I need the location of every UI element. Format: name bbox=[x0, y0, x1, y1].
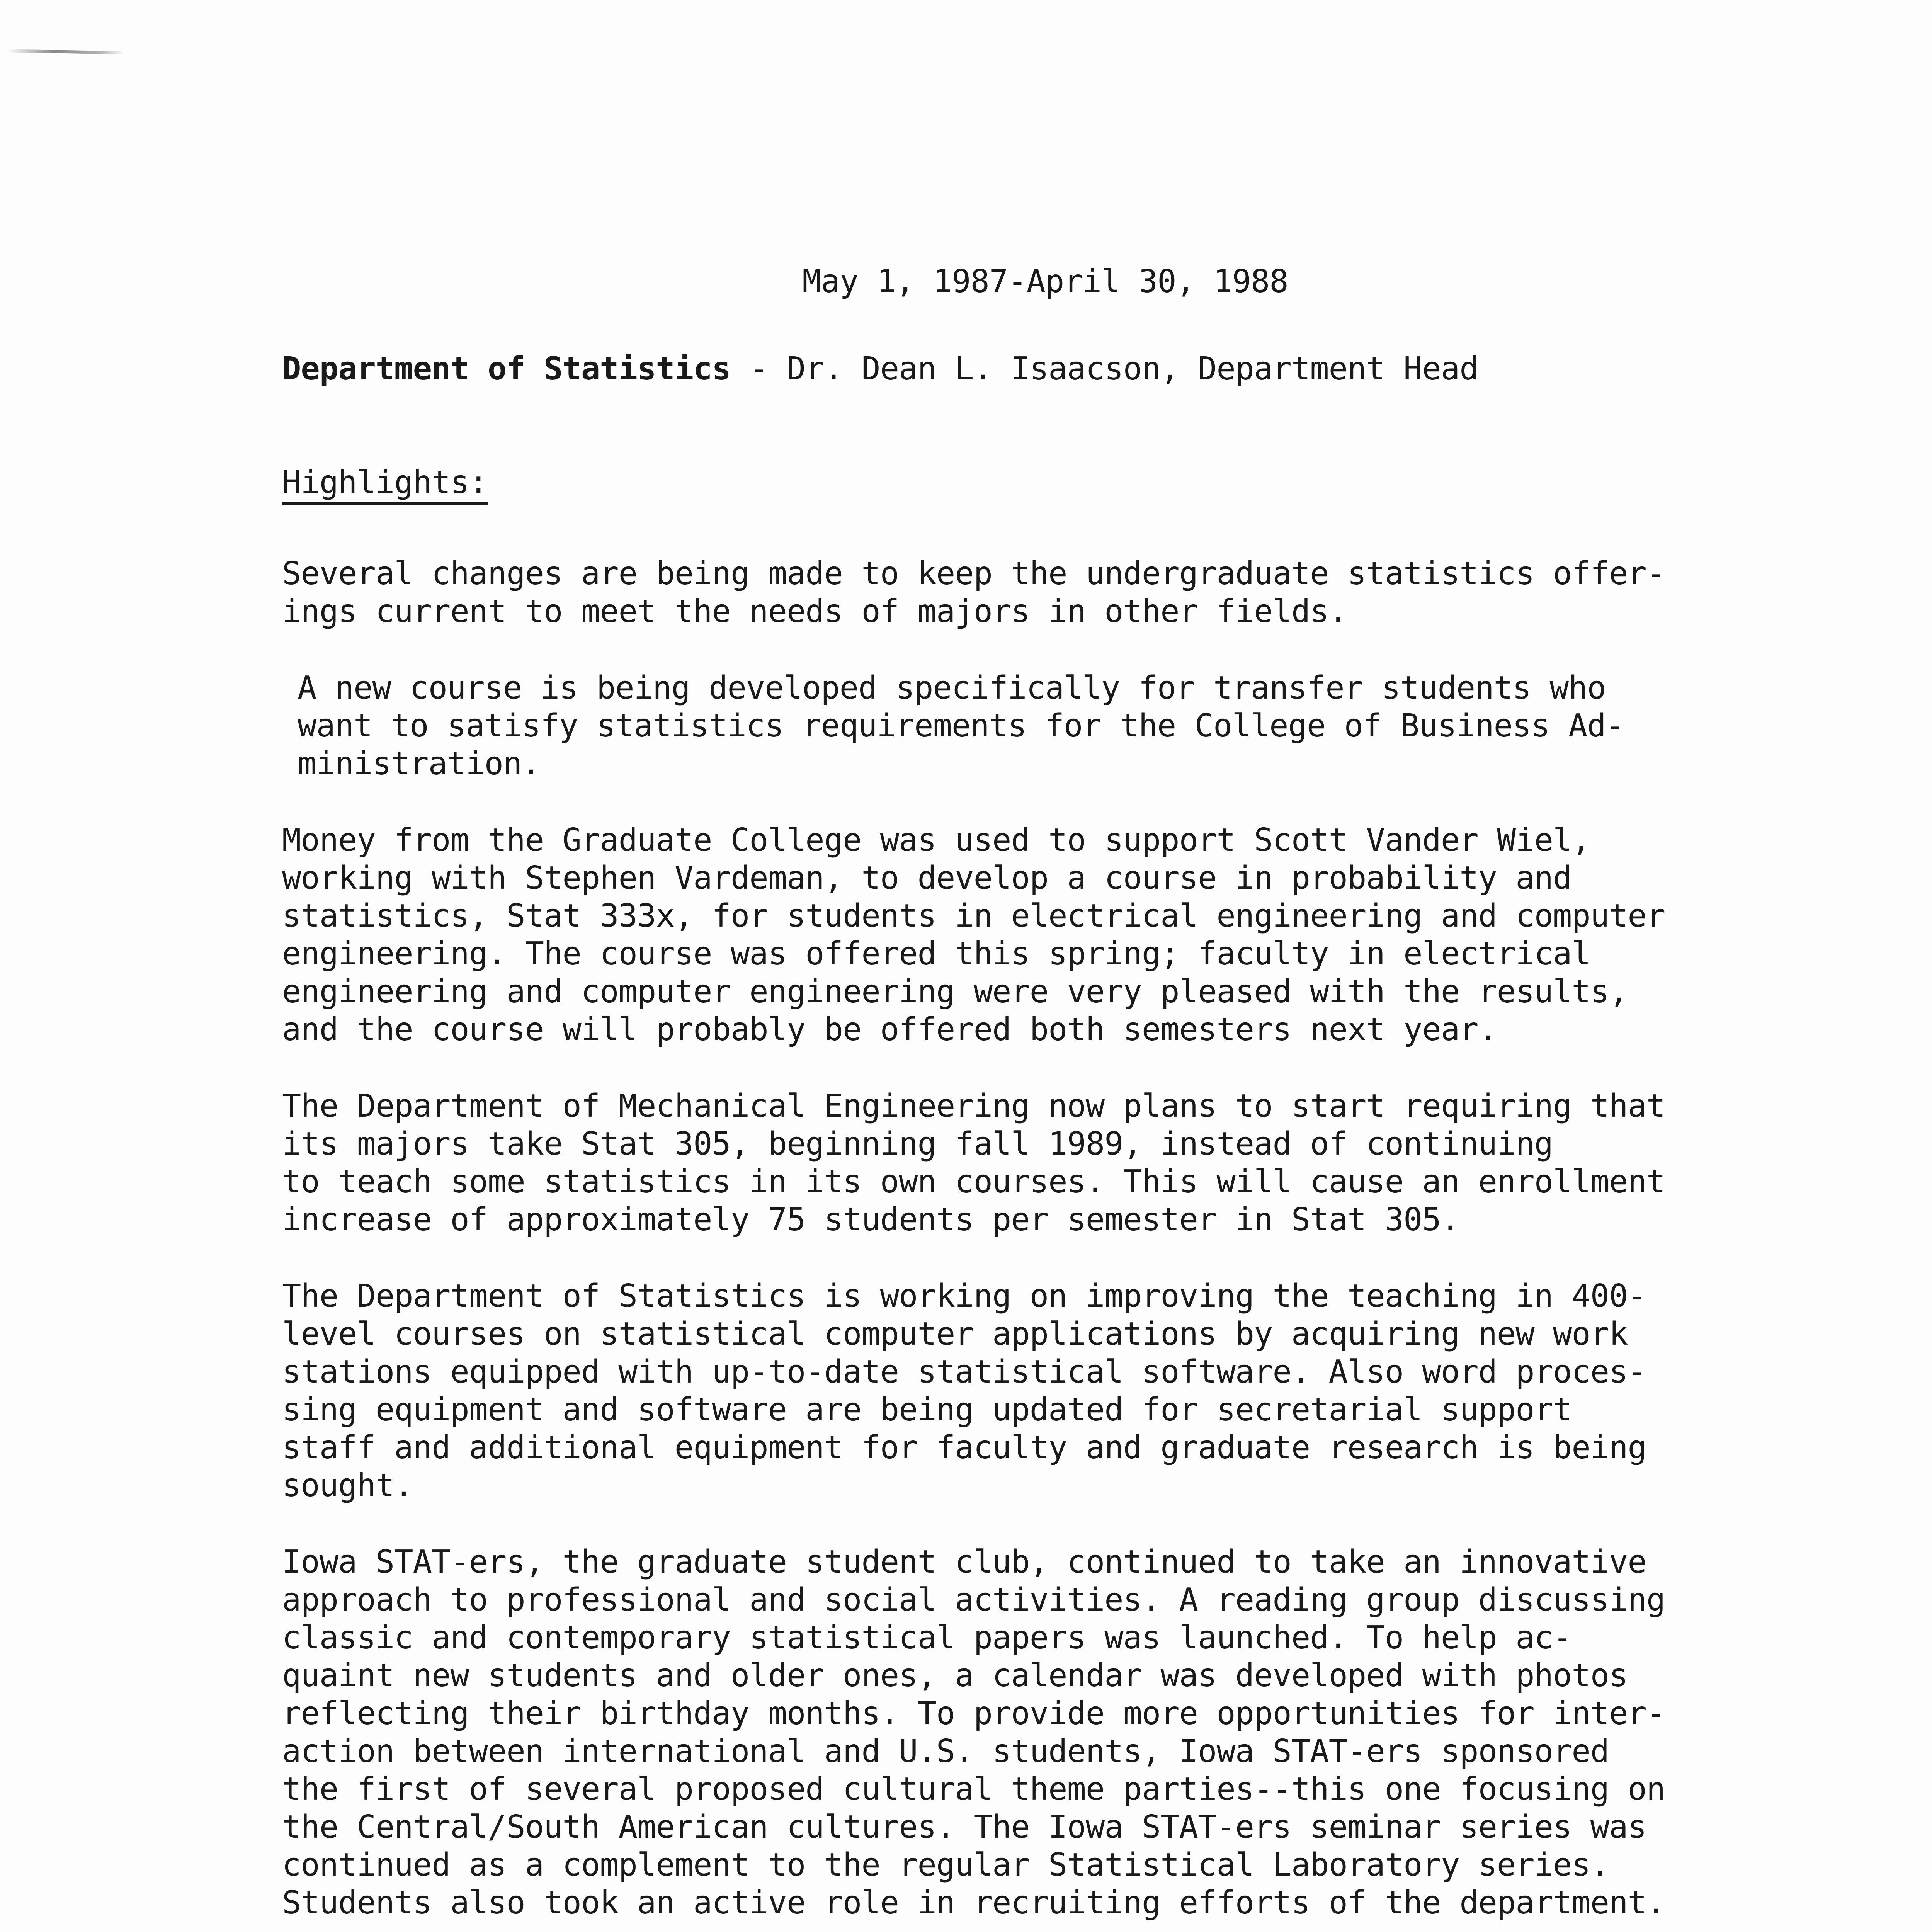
scan-mark bbox=[8, 49, 124, 54]
department-name: Department of Statistics bbox=[282, 350, 731, 387]
date-range: May 1, 1987-April 30, 1988 bbox=[802, 263, 1288, 300]
department-head: Dr. Dean L. Isaacson, Department Head bbox=[786, 350, 1478, 387]
section-title: Highlights: bbox=[282, 465, 488, 505]
paragraph-transfer-course: A new course is being developed specifically for transfer students who want to satisfy statistics requirements for the College of Business Ad- ministration. bbox=[298, 670, 1625, 782]
paragraph-mechanical-engineering: The Department of Mechanical Engineering now plans to start requiring that its majors take Stat 305, beginning fall 1989, instead of continuing to teach some statistics in its own courses. This will cause an enrollment increase of approximately 75 students per semester in Stat 305. bbox=[282, 1088, 1665, 1238]
heading-separator: - bbox=[730, 350, 787, 387]
department-heading bbox=[282, 350, 1808, 388]
paragraph-graduate-college-support: Money from the Graduate College was used to support Scott Vander Wiel, working with Stephen Vardeman, to develop a course in probability and statistics, Stat 333x, for students in electrical engineering and computer engineering. The course was offered this spring; faculty in electrical engineering and computer engineering were very pleased with the results, and the course will probably be offered both semesters next year. bbox=[282, 822, 1665, 1048]
document-body bbox=[282, 263, 1808, 1932]
paragraph-iowa-stat-ers: Iowa STAT-ers, the graduate student club, continued to take an innovative approach to professional and social activities. A reading group discussing classic and contemporary statistical papers was launched. To help ac- quaint new students and older ones, a calendar was developed with photos reflecting their birthday months. To provide more opportunities for inter- action between international and U.S. students, Iowa STAT-ers sponsored the first of several proposed cultural theme parties--this one focusing on the Central/South American cultures. The Iowa STAT-ers seminar series was continued as a complement to the regular Statistical Laboratory series. Students also took an active role in recruiting efforts of the department. bbox=[282, 1544, 1665, 1921]
paragraph-computer-applications: The Department of Statistics is working on improving the teaching in 400- level courses on statistical computer applications by acquiring new work stations equipped with up-to-date statistical software. Also word proces- sing equipment and software are being updated for secretarial support staff and additional equipment for faculty and graduate research is being sought. bbox=[282, 1278, 1646, 1504]
paragraph-undergraduate-changes: Several changes are being made to keep the undergraduate statistics offer- ings current to meet the needs of majors in other fields. bbox=[282, 555, 1665, 630]
